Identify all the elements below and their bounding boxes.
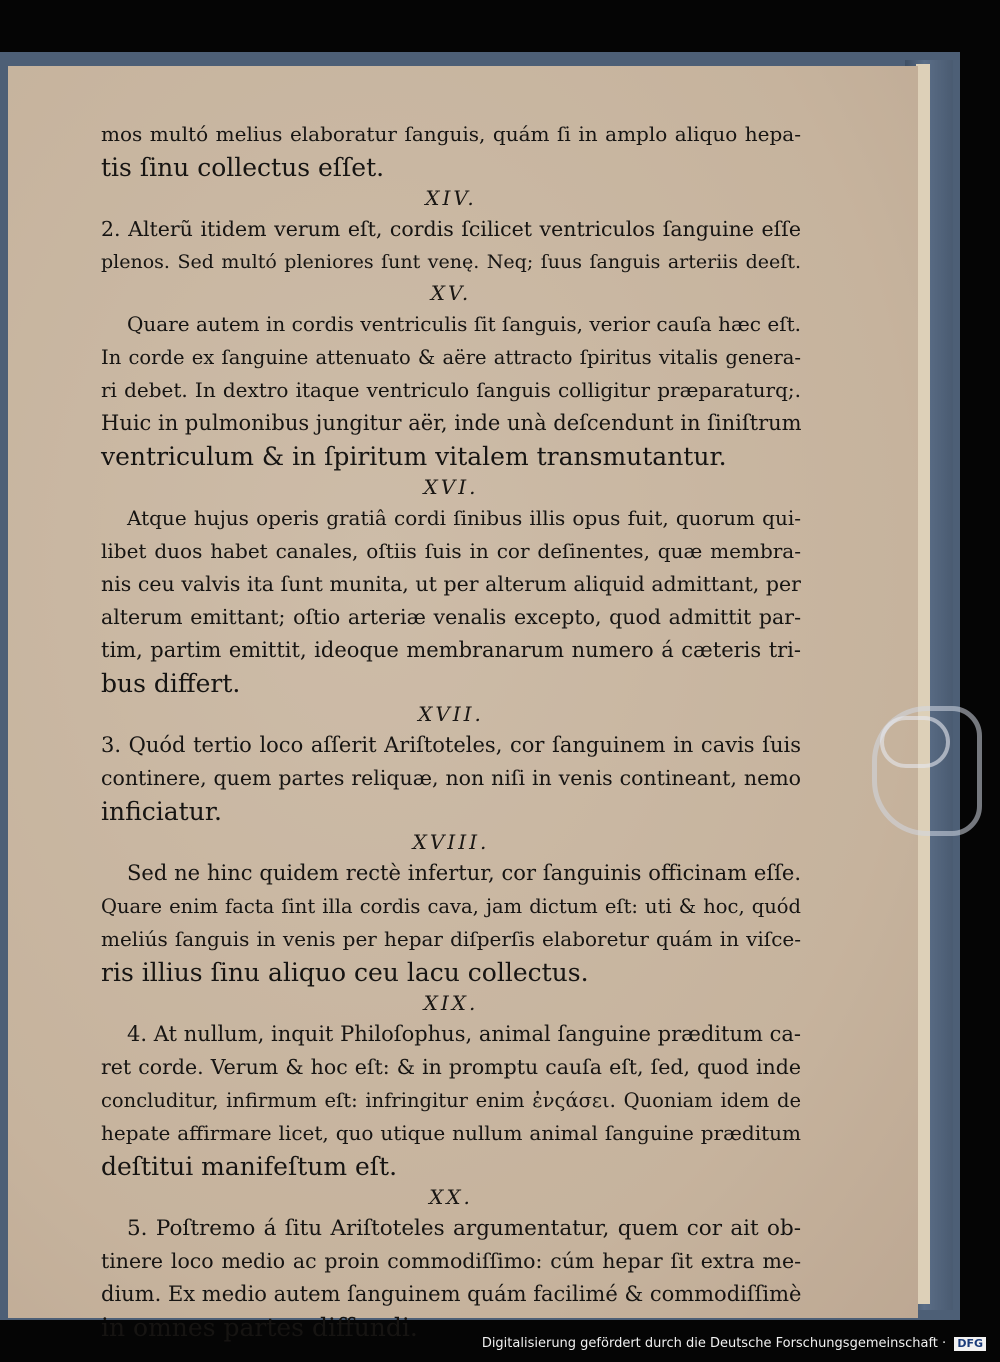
text-line: continere, quem partes reliquæ, non niſi in venis contineant, nemo <box>101 766 801 790</box>
text-line: 3. Quód tertio loco aſſerit Ariſtoteles, cor ſanguinem in cavis ſuis <box>101 733 801 757</box>
paragraph <box>101 1018 801 1183</box>
text-line: dium. Ex medio autem ſanguinem quám facilimé & commodiſſimè <box>101 1282 802 1306</box>
text-line: Quare autem in cordis ventriculis ſit ſanguis, verior cauſa hæc eſt. <box>127 312 801 336</box>
section-heading: XVII. <box>418 702 484 726</box>
text-line: hepate affirmare licet, quo utique nullum animal ſanguine præditum <box>101 1121 801 1145</box>
text-line: 4. At nullum, inquit Philoſophus, animal ſanguine præditum ca- <box>127 1022 801 1046</box>
paragraph <box>101 502 801 700</box>
page-text <box>101 118 801 1344</box>
section-heading: XVI. <box>423 475 479 499</box>
paper-edge <box>916 64 930 1304</box>
text-line: Atque hujus operis gratiâ cordi ſinibus illis opus fuit, quorum qui- <box>127 506 801 530</box>
text-line: mos multó melius elaboratur ſanguis, quám ſi in amplo aliquo hepa- <box>101 122 801 146</box>
text-line: inficiatur. <box>101 797 222 826</box>
text-line: tis ſinu collectus eſſet. <box>101 153 385 182</box>
paragraph <box>101 729 801 828</box>
section-heading: XVIII. <box>412 830 490 854</box>
section-heading: XIV. <box>425 186 477 210</box>
text-line: Quare enim facta ſint illa cordis cava, jam dictum eſt: uti & hoc, quód <box>101 895 801 918</box>
paragraph <box>101 118 801 184</box>
text-line: tinere loco medio ac proin commodiſſimo: cúm hepar ſit extra me- <box>101 1249 801 1273</box>
text-line: nis ceu valvis ita ſunt munita, ut per alterum aliquid admittant, per <box>101 572 801 596</box>
digitization-credit <box>482 1336 986 1351</box>
text-line: bus differt. <box>101 669 241 698</box>
section-heading: XIX. <box>423 991 479 1015</box>
text-line: ret corde. Verum & hoc eſt: & in promptu cauſa eſt, ſed, quod inde <box>101 1055 801 1079</box>
text-line: ri debet. In dextro itaque ventriculo ſanguis colligitur præparaturq;. <box>101 378 801 402</box>
text-line: ventriculum & in ſpiritum vitalem transmutantur. <box>101 442 727 471</box>
paragraph <box>101 308 801 473</box>
text-line: tim, partim emittit, ideoque membranarum numero á cæteris tri- <box>101 638 801 662</box>
paragraph <box>101 1212 801 1344</box>
credit-text: Digitalisierung gefördert durch die Deutsche Forschungsgemeinschaft · <box>481 1336 947 1351</box>
dfg-logo: DFG <box>954 1337 986 1351</box>
section-heading: XX. <box>429 1185 473 1209</box>
text-line: libet duos habet canales, oſtiis ſuis in cor deſinentes, quæ membra- <box>101 539 801 563</box>
section-heading: XV. <box>430 281 472 305</box>
text-line: plenos. Sed multó pleniores ſunt venę. Neq; ſuus ſanguis arteriis deeſt. <box>101 251 801 273</box>
text-line: ris illius ſinu aliquo ceu lacu collectus. <box>101 958 589 987</box>
paper-clip-inner <box>880 716 950 768</box>
text-line: meliús ſanguis in venis per hepar diſperſis elaboretur quám in viſce- <box>101 927 801 951</box>
paragraph <box>101 857 801 989</box>
text-line: alterum emittant; oſtio arteriæ venalis excepto, quod admittit par- <box>101 605 801 629</box>
text-line: In corde ex ſanguine attenuato & aëre attracto ſpiritus vitalis genera- <box>101 346 801 369</box>
text-line: 2. Alterũ itidem verum eſt, cordis ſcilicet ventriculos ſanguine eſſe <box>101 217 801 241</box>
text-line: deſtitui manifeſtum eſt. <box>101 1152 398 1181</box>
paragraph <box>101 213 801 279</box>
text-line: 5. Poſtremo á ſitu Ariſtoteles argumentatur, quem cor ait ob- <box>127 1216 801 1241</box>
text-line: concluditur, infirmum eſt: infringitur enim ἐνςάσει. Quoniam idem de <box>101 1089 801 1112</box>
text-line: Sed ne hinc quidem rectè infertur, cor ſanguinis officinam eſſe. <box>127 861 801 885</box>
text-line: Huic in pulmonibus jungitur aër, inde unà deſcendunt in ſiniſtrum <box>101 411 802 435</box>
text-line: in omnes partes diffundi. <box>101 1313 418 1342</box>
